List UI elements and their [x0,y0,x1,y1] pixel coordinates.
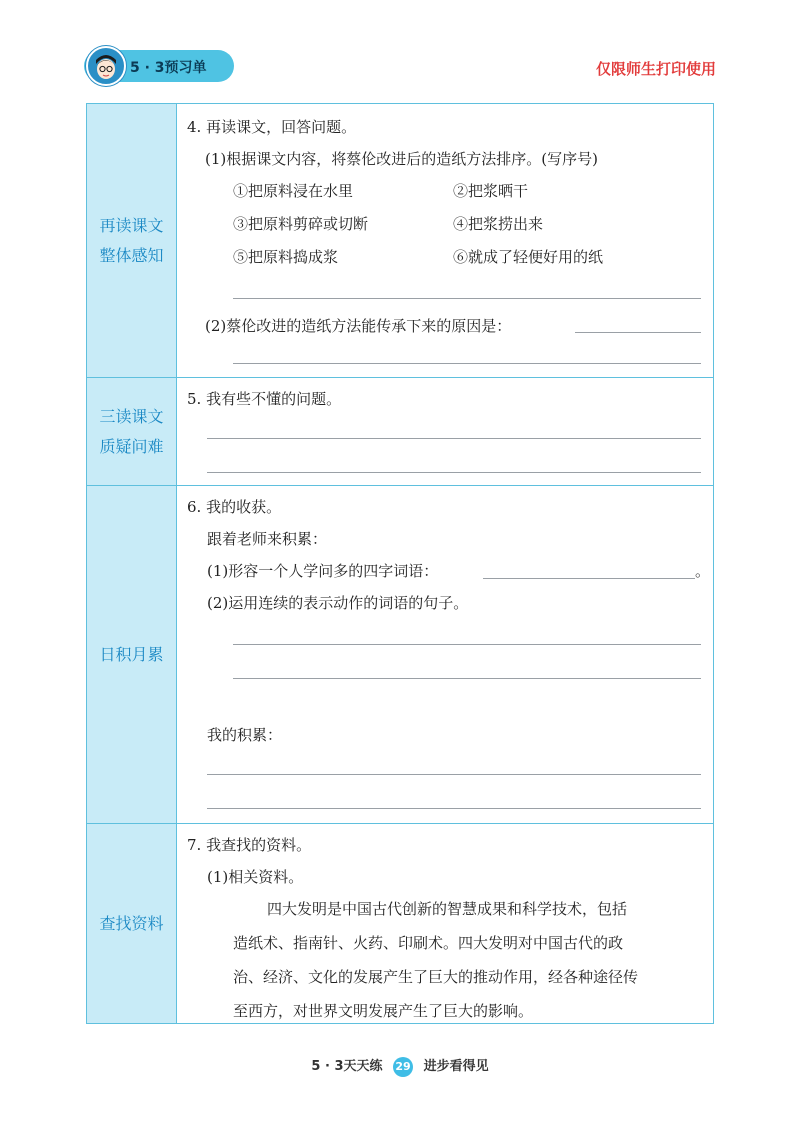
option-3: ③把原料剪碎或切断 [233,215,369,233]
option-1: ①把原料浸在水里 [233,182,354,200]
section-label [87,486,177,823]
my-accumulation-label: 我的积累： [207,726,283,744]
period: 。 [695,562,711,580]
label-line: 质疑问难 [99,436,164,456]
question-4: 4. 再读课文，回答问题。 [187,118,357,136]
label-line: 日积月累 [99,644,164,664]
question-4-sub2: (2)蔡伦改进的造纸方法能传承下来的原因是： [205,317,512,335]
question-7-sub1: (1)相关资料。 [207,868,304,886]
option-5: ⑤把原料捣成浆 [233,248,339,266]
page-number: 29 [393,1057,413,1077]
option-2: ②把浆晒干 [453,182,529,200]
section-content [177,486,713,823]
section-label [87,104,177,377]
answer-line[interactable] [207,438,701,439]
answer-line[interactable] [233,363,701,364]
section-reread [87,104,713,378]
section-accumulate [87,486,713,824]
answer-line[interactable] [233,644,701,645]
section-content [177,378,713,485]
footer-left: 5 · 3天天练 [311,1059,383,1074]
question-6-sub2: (2)运用连续的表示动作的词语的句子。 [207,594,469,612]
question-6-intro: 跟着老师来积累： [207,530,328,548]
avatar-icon [86,46,126,86]
answer-line[interactable] [207,472,701,473]
reference-paragraph-line: 四大发明是中国古代创新的智慧成果和科学技术，包括 [267,900,628,918]
answer-blank[interactable] [575,332,701,333]
question-6-sub1: (1)形容一个人学问多的四字词语： [207,562,439,580]
answer-line[interactable] [233,678,701,679]
page-footer [0,1055,800,1077]
option-4: ④把浆捞出来 [453,215,544,233]
question-7: 7. 我查找的资料。 [187,836,312,854]
section-label [87,824,177,1023]
section-label [87,378,177,485]
question-4-sub1: (1)根据课文内容，将蔡伦改进后的造纸方法排序。(写序号) [205,150,598,168]
print-notice: 仅限师生打印使用 [595,60,716,78]
answer-blank[interactable] [483,578,695,579]
footer-right: 进步看得见 [423,1059,489,1074]
answer-line[interactable] [207,808,701,809]
header-badge-text: 5 · 3预习单 [130,60,207,76]
label-line: 查找资料 [99,913,164,933]
option-6: ⑥就成了轻便好用的纸 [453,248,604,266]
section-question [87,378,713,486]
answer-line[interactable] [233,298,701,299]
question-5: 5. 我有些不懂的问题。 [187,390,342,408]
reference-paragraph-line: 治、经济、文化的发展产生了巨大的推动作用，经各种途径传 [233,968,639,986]
section-content [177,104,713,377]
worksheet-table [86,103,714,1024]
question-6: 6. 我的收获。 [187,498,282,516]
section-content [177,824,713,1023]
reference-paragraph-line: 造纸术、指南针、火药、印刷术。四大发明对中国古代的政 [233,934,624,952]
answer-line[interactable] [207,774,701,775]
label-line: 再读课文 [99,215,164,235]
reference-paragraph-line: 至西方，对世界文明发展产生了巨大的影响。 [233,1002,534,1020]
label-line: 三读课文 [99,406,164,426]
section-research [87,824,713,1023]
label-line: 整体感知 [99,245,164,265]
